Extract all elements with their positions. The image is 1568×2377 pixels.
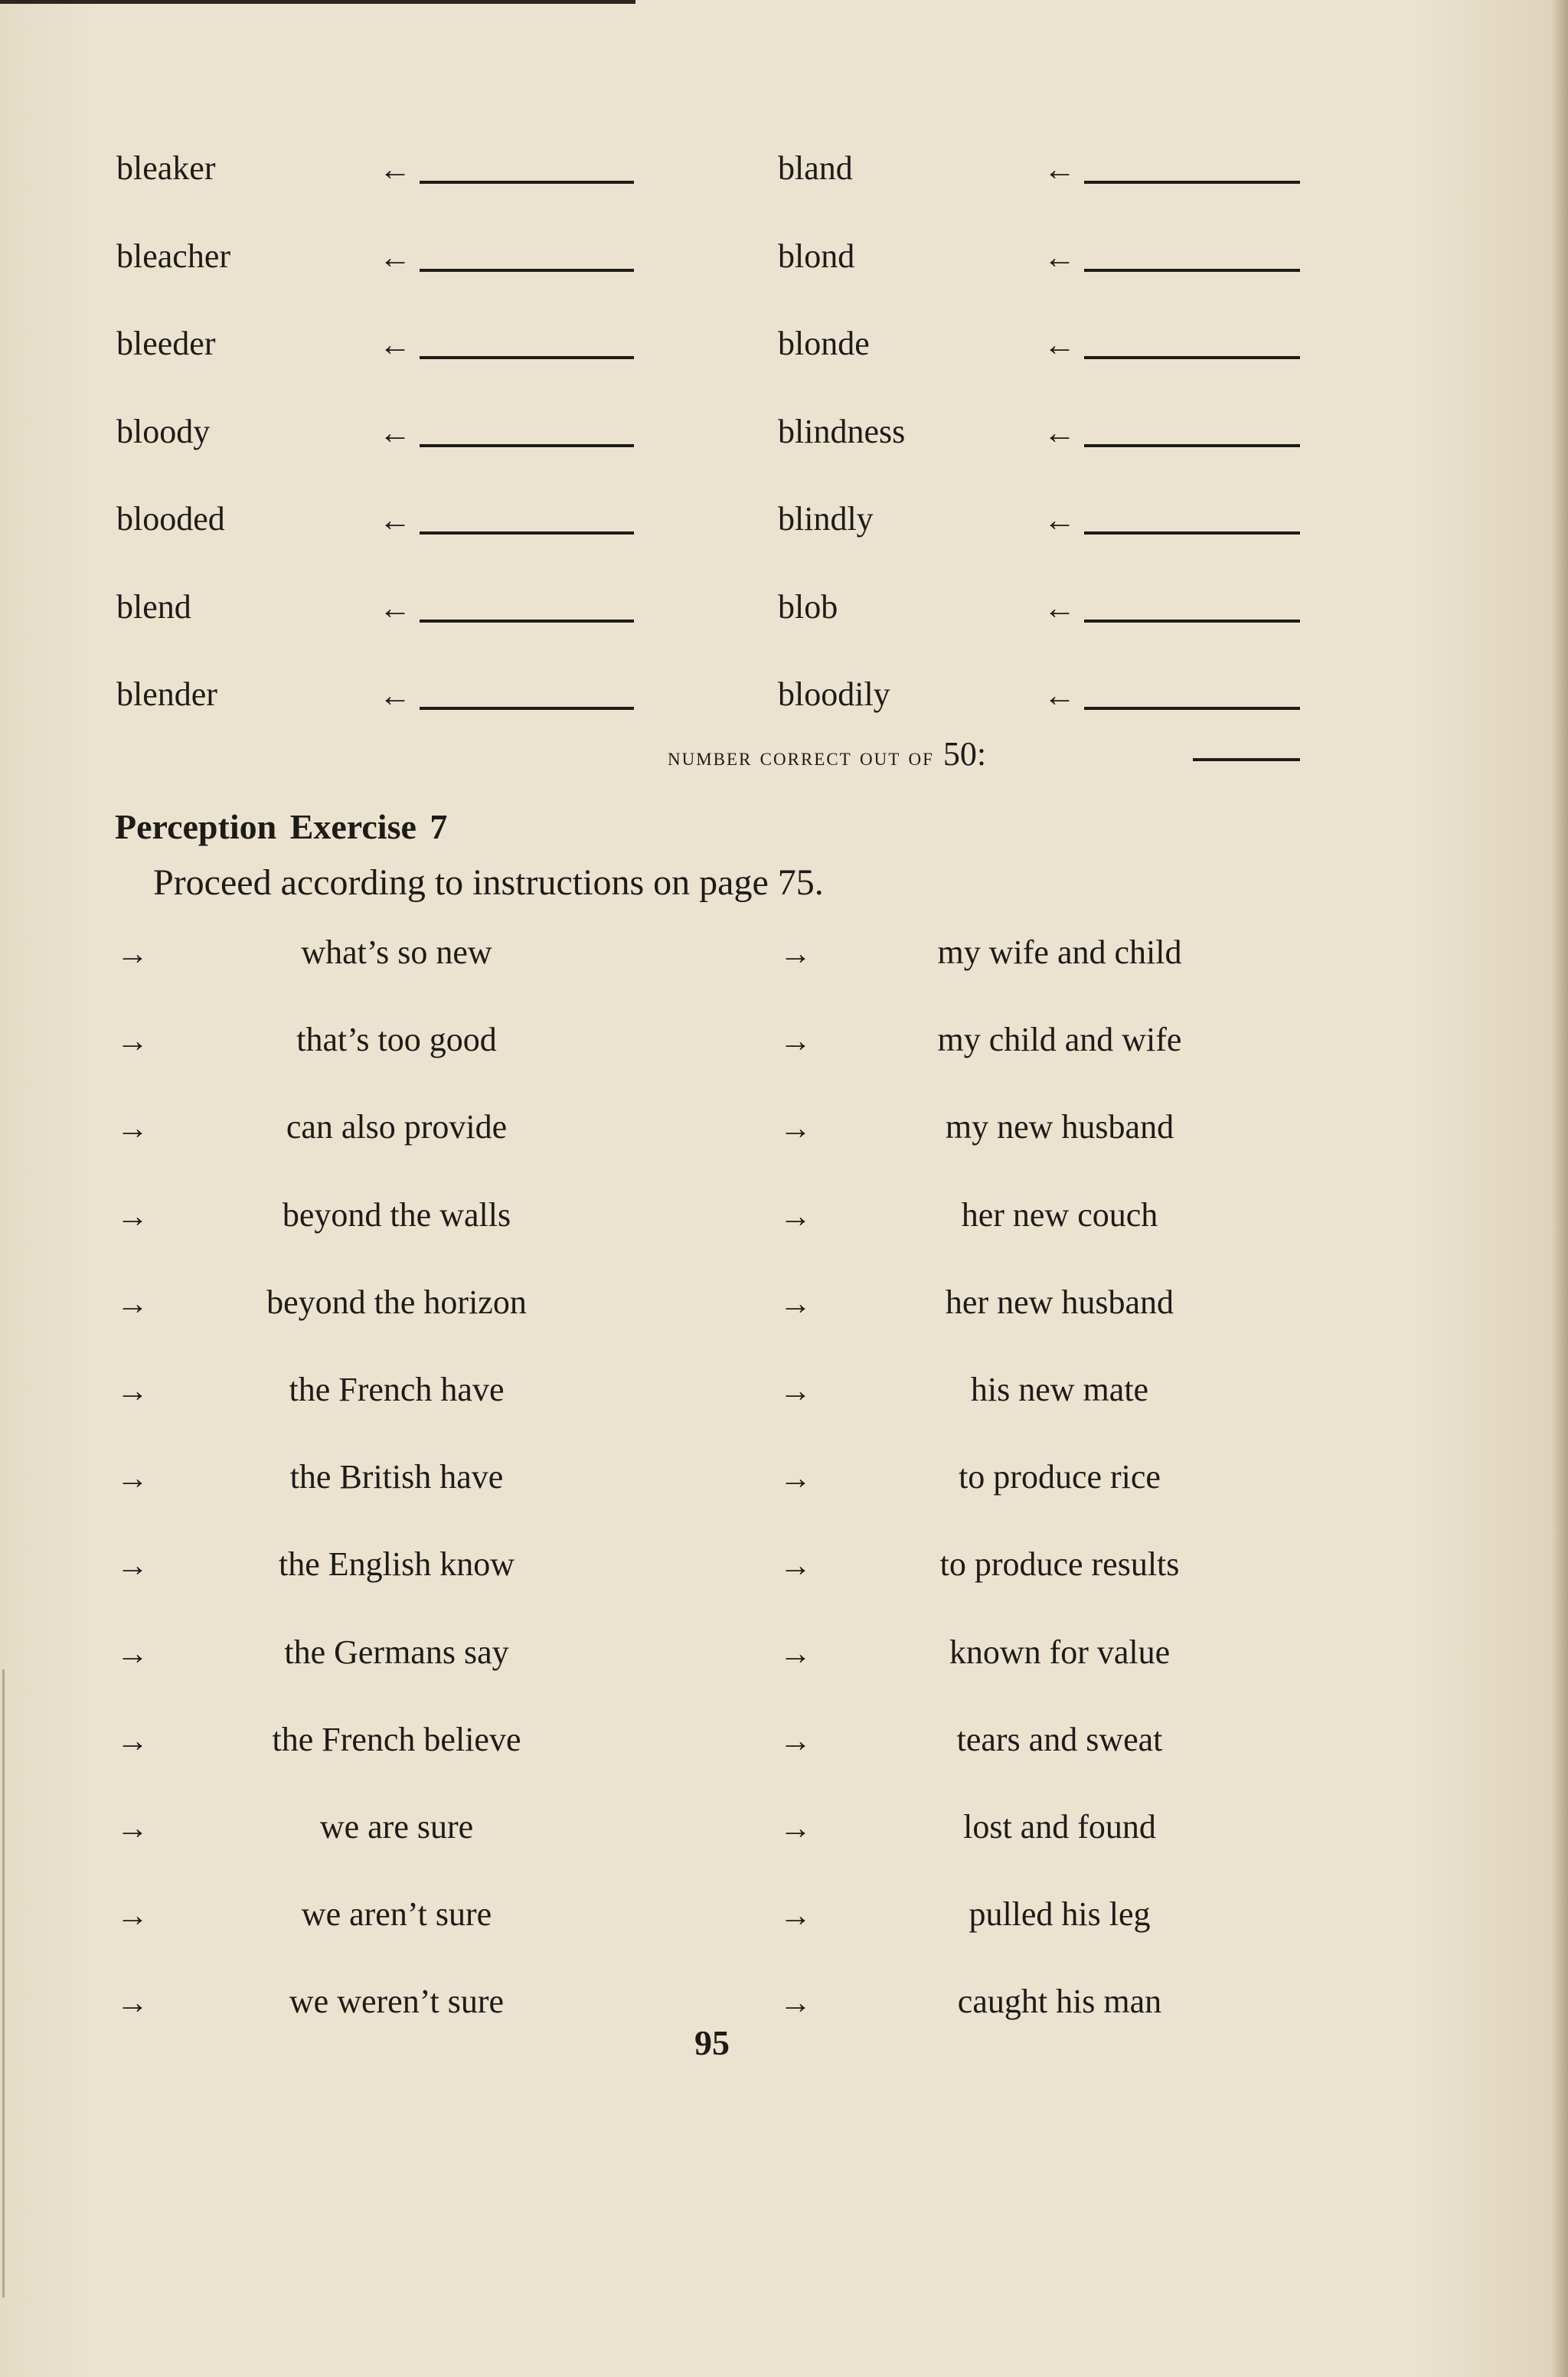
- answer-blank[interactable]: [420, 620, 634, 623]
- answer-blank[interactable]: [1084, 531, 1300, 535]
- answer-blank[interactable]: [1084, 269, 1300, 272]
- right-arrow-icon: →: [116, 1199, 149, 1234]
- right-arrow-icon: →: [779, 1636, 812, 1672]
- word-item: blooded: [116, 500, 225, 538]
- right-arrow-icon: →: [779, 1287, 812, 1322]
- answer-blank[interactable]: [420, 181, 634, 184]
- phrase-item: can also provide: [286, 1108, 508, 1146]
- phrase-item: lost and found: [963, 1808, 1156, 1846]
- answer-blank[interactable]: [1084, 356, 1300, 359]
- right-arrow-icon: →: [779, 1199, 812, 1234]
- left-arrow-icon: ←: [379, 240, 411, 276]
- phrase-item: caught his man: [957, 1983, 1162, 2020]
- right-arrow-icon: →: [116, 1111, 149, 1146]
- phrase-item: we aren’t sure: [301, 1895, 492, 1933]
- phrase-item: her new couch: [961, 1196, 1158, 1234]
- right-arrow-icon: →: [116, 1636, 149, 1672]
- score-blank[interactable]: [1193, 758, 1300, 761]
- word-item: blob: [778, 588, 838, 626]
- phrase-item: my child and wife: [937, 1021, 1182, 1058]
- right-arrow-icon: →: [116, 1374, 149, 1409]
- answer-blank[interactable]: [1084, 707, 1300, 710]
- phrase-item: known for value: [949, 1633, 1171, 1671]
- page-right-edge: [1551, 0, 1568, 2377]
- left-arrow-icon: ←: [1044, 591, 1076, 626]
- phrase-item: beyond the walls: [282, 1196, 511, 1234]
- score-line: [668, 731, 986, 777]
- right-arrow-icon: →: [779, 1374, 812, 1409]
- left-arrow-icon: ←: [379, 416, 411, 451]
- phrase-item: we are sure: [319, 1808, 474, 1846]
- phrase-item: her new husband: [945, 1283, 1174, 1321]
- answer-blank[interactable]: [420, 356, 634, 359]
- left-arrow-icon: ←: [1044, 152, 1076, 188]
- right-arrow-icon: →: [779, 1461, 812, 1496]
- word-item: blend: [116, 588, 191, 626]
- exercise-title: Perception Exercise 7: [115, 807, 448, 846]
- phrase-item: beyond the horizon: [266, 1283, 527, 1321]
- right-arrow-icon: →: [779, 1724, 812, 1759]
- word-item: blindness: [778, 413, 906, 450]
- left-arrow-icon: ←: [379, 328, 411, 363]
- phrase-item: the British have: [289, 1458, 504, 1496]
- right-arrow-icon: →: [116, 1461, 149, 1496]
- phrase-item: to produce rice: [959, 1458, 1161, 1496]
- left-arrow-icon: ←: [1044, 503, 1076, 538]
- word-item: bloody: [116, 413, 211, 450]
- word-item: bleeder: [116, 325, 216, 362]
- word-item: bland: [778, 149, 853, 187]
- right-arrow-icon: →: [116, 1898, 149, 1934]
- right-arrow-icon: →: [779, 1986, 812, 2021]
- phrase-item: his new mate: [970, 1371, 1149, 1408]
- left-arrow-icon: ←: [1044, 678, 1076, 714]
- word-item: bleaker: [116, 149, 216, 187]
- word-item: blond: [778, 237, 855, 275]
- phrase-item: the French have: [289, 1371, 505, 1408]
- phrase-item: the Germans say: [284, 1633, 509, 1671]
- answer-blank[interactable]: [1084, 444, 1300, 447]
- right-arrow-icon: →: [779, 1024, 812, 1059]
- phrase-item: what’s so new: [301, 933, 492, 971]
- phrase-item: we weren’t sure: [289, 1983, 505, 2020]
- right-arrow-icon: →: [116, 1024, 149, 1059]
- answer-blank[interactable]: [1084, 181, 1300, 184]
- phrase-item: tears and sweat: [956, 1721, 1163, 1758]
- word-item: blindly: [778, 500, 874, 538]
- score-total: 50:: [942, 735, 987, 773]
- left-arrow-icon: ←: [1044, 328, 1076, 363]
- word-item: blender: [116, 675, 217, 713]
- right-arrow-icon: →: [779, 1811, 812, 1846]
- word-item: bleacher: [116, 237, 230, 275]
- score-label: number correct out of: [668, 744, 934, 771]
- left-arrow-icon: ←: [379, 591, 411, 626]
- right-arrow-icon: →: [779, 1111, 812, 1146]
- word-item: blonde: [778, 325, 870, 362]
- phrase-item: that’s too good: [296, 1021, 497, 1058]
- phrase-item: my wife and child: [937, 933, 1182, 971]
- right-arrow-icon: →: [779, 1898, 812, 1934]
- phrase-item: to produce results: [939, 1545, 1180, 1583]
- phrase-item: my new husband: [945, 1108, 1174, 1146]
- answer-blank[interactable]: [420, 707, 634, 710]
- right-arrow-icon: →: [116, 937, 149, 972]
- right-arrow-icon: →: [116, 1724, 149, 1759]
- phrase-item: the English know: [279, 1545, 514, 1583]
- answer-blank[interactable]: [420, 269, 634, 272]
- left-arrow-icon: ←: [1044, 240, 1076, 276]
- page-top-edge: [0, 0, 635, 4]
- word-item: bloodily: [778, 675, 890, 713]
- exercise-instructions: Proceed according to instructions on page 75.: [153, 862, 824, 903]
- phrase-item: the French believe: [272, 1721, 521, 1758]
- answer-blank[interactable]: [420, 444, 634, 447]
- right-arrow-icon: →: [116, 1548, 149, 1584]
- right-arrow-icon: →: [116, 1287, 149, 1322]
- left-arrow-icon: ←: [1044, 416, 1076, 451]
- page-left-edge-mark: [2, 1669, 5, 2297]
- answer-blank[interactable]: [1084, 620, 1300, 623]
- left-arrow-icon: ←: [379, 152, 411, 188]
- right-arrow-icon: →: [116, 1811, 149, 1846]
- page-number: 95: [694, 2023, 730, 2062]
- left-arrow-icon: ←: [379, 678, 411, 714]
- left-arrow-icon: ←: [379, 503, 411, 538]
- right-arrow-icon: →: [116, 1986, 149, 2021]
- right-arrow-icon: →: [779, 1548, 812, 1584]
- phrase-item: pulled his leg: [969, 1895, 1151, 1933]
- right-arrow-icon: →: [779, 937, 812, 972]
- answer-blank[interactable]: [420, 531, 634, 535]
